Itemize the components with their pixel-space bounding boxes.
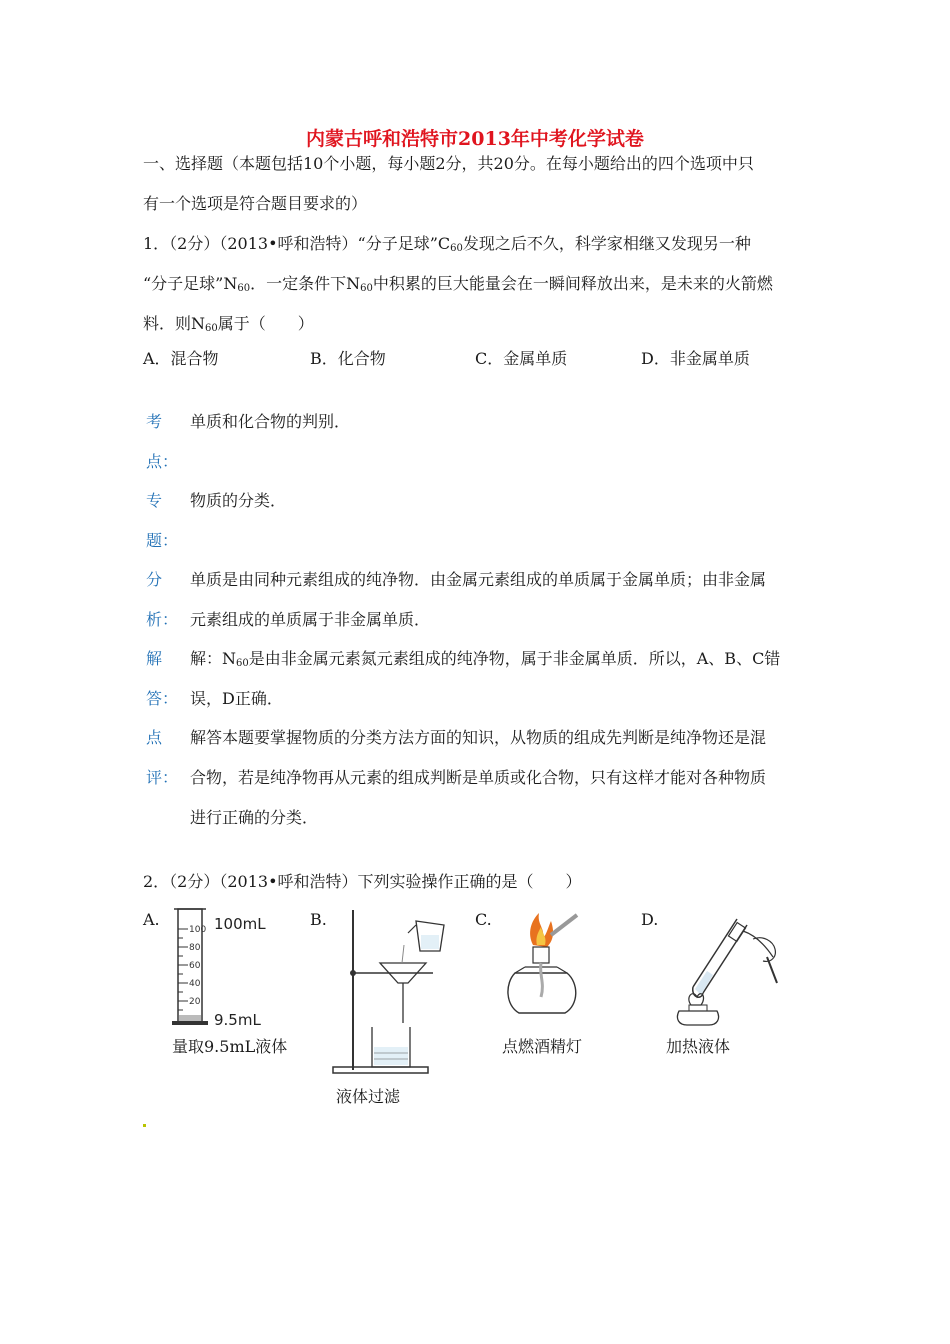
section-heading-line2: 有一个选项是符合题目要求的） [143,194,368,213]
q1-option-c: C．金属单质 [475,349,568,368]
q2-caption-c: 点燃酒精灯 [502,1037,583,1056]
cylinder-tick-label: 20 [189,997,201,1007]
dianping-text: 进行正确的分类． [190,808,319,827]
jieda-label: 解 [146,649,163,668]
q1-stem-text: 发现之后不久，科学家相继又发现另一种 [462,234,751,253]
q2-option-d-label: D. [641,910,659,929]
zhuanti-label: 题： [146,531,179,550]
heating-liquid-figure [655,905,795,1030]
subscript: 60 [205,323,218,334]
zhuanti-text: 物质的分类． [190,491,287,510]
q2-caption-a: 量取9.5mL液体 [172,1037,288,1056]
q1-stem-line2 [143,274,773,294]
jieda-text-part: 解：N [190,649,237,668]
kaodian-label: 点： [146,452,179,471]
q1-stem-text: 1．（2分）（2013•呼和浩特）“分子足球”C [143,234,451,253]
q1-option-a: A．混合物 [143,349,219,368]
q2-caption-d: 加热液体 [666,1037,731,1056]
dianping-label: 评： [146,768,179,787]
q1-option-d: D．非金属单质 [641,349,750,368]
alcohol-lamp-figure [495,905,595,1030]
kaodian-label: 考 [146,412,163,431]
cylinder-tick-label: 40 [189,979,201,989]
fenxi-text: 元素组成的单质属于非金属单质． [190,610,431,629]
q1-stem-line3 [143,314,314,334]
subscript: 60 [360,283,373,294]
jieda-text: 误，D正确． [190,689,283,708]
zhuanti-label: 专 [146,491,163,510]
fenxi-label: 析： [146,610,179,629]
q2-option-c-label: C. [475,910,492,929]
fenxi-label: 分 [146,570,163,589]
q1-stem-line1 [143,234,751,254]
subscript: 60 [236,658,249,669]
dianping-text: 合物，若是纯净物再从元素的组成判断是单质或化合物，只有这样才能对各种物质 [190,768,767,787]
fenxi-text: 单质是由同种元素组成的纯净物．由金属元素组成的单质属于金属单质；由非金属 [190,570,767,589]
decorative-dot [143,1124,146,1127]
subscript: 60 [237,283,251,294]
cylinder-tick-label: 60 [189,961,201,971]
jieda-label: 答： [146,689,179,708]
q2-stem: 2．（2分）（2013•呼和浩特）下列实验操作正确的是（ ） [143,872,582,891]
q1-stem-text: 料．则N [143,314,206,333]
q1-stem-text: “分子足球”N [143,274,238,293]
dianping-text: 解答本题要掌握物质的分类方法方面的知识，从物质的组成先判断是纯净物还是混 [190,728,767,747]
graduated-cylinder-figure [168,905,278,1030]
q2-option-b-label: B. [310,910,327,929]
q2-option-a-label: A. [143,910,160,929]
q2-caption-b: 液体过滤 [336,1087,401,1106]
dianping-label: 点 [146,728,163,747]
cylinder-top-label: 100mL [214,915,266,933]
subscript: 60 [450,243,463,254]
cylinder-tick-label: 80 [189,943,201,953]
jieda-text [190,649,780,669]
section-heading-line1: 一、选择题（本题包括10个小题，每小题2分，共20分。在每小题给出的四个选项中只 [143,154,754,173]
page-title: 内蒙古呼和浩特市2013年中考化学试卷 [306,128,644,150]
filtration-figure [328,905,458,1077]
cylinder-tick-label: 100 [189,925,207,935]
q1-option-b: B．化合物 [310,349,386,368]
q1-stem-text: ．一定条件下N [250,274,361,293]
cylinder-bottom-label: 9.5mL [214,1011,261,1029]
jieda-text-part: 是由非金属元素氮元素组成的纯净物，属于非金属单质．所以，A、B、C错 [248,649,781,668]
q1-stem-text: 中积累的巨大能量会在一瞬间释放出来，是未来的火箭燃 [372,274,773,293]
kaodian-text: 单质和化合物的判别． [190,412,351,431]
q1-stem-text: 属于（ ） [217,314,314,333]
